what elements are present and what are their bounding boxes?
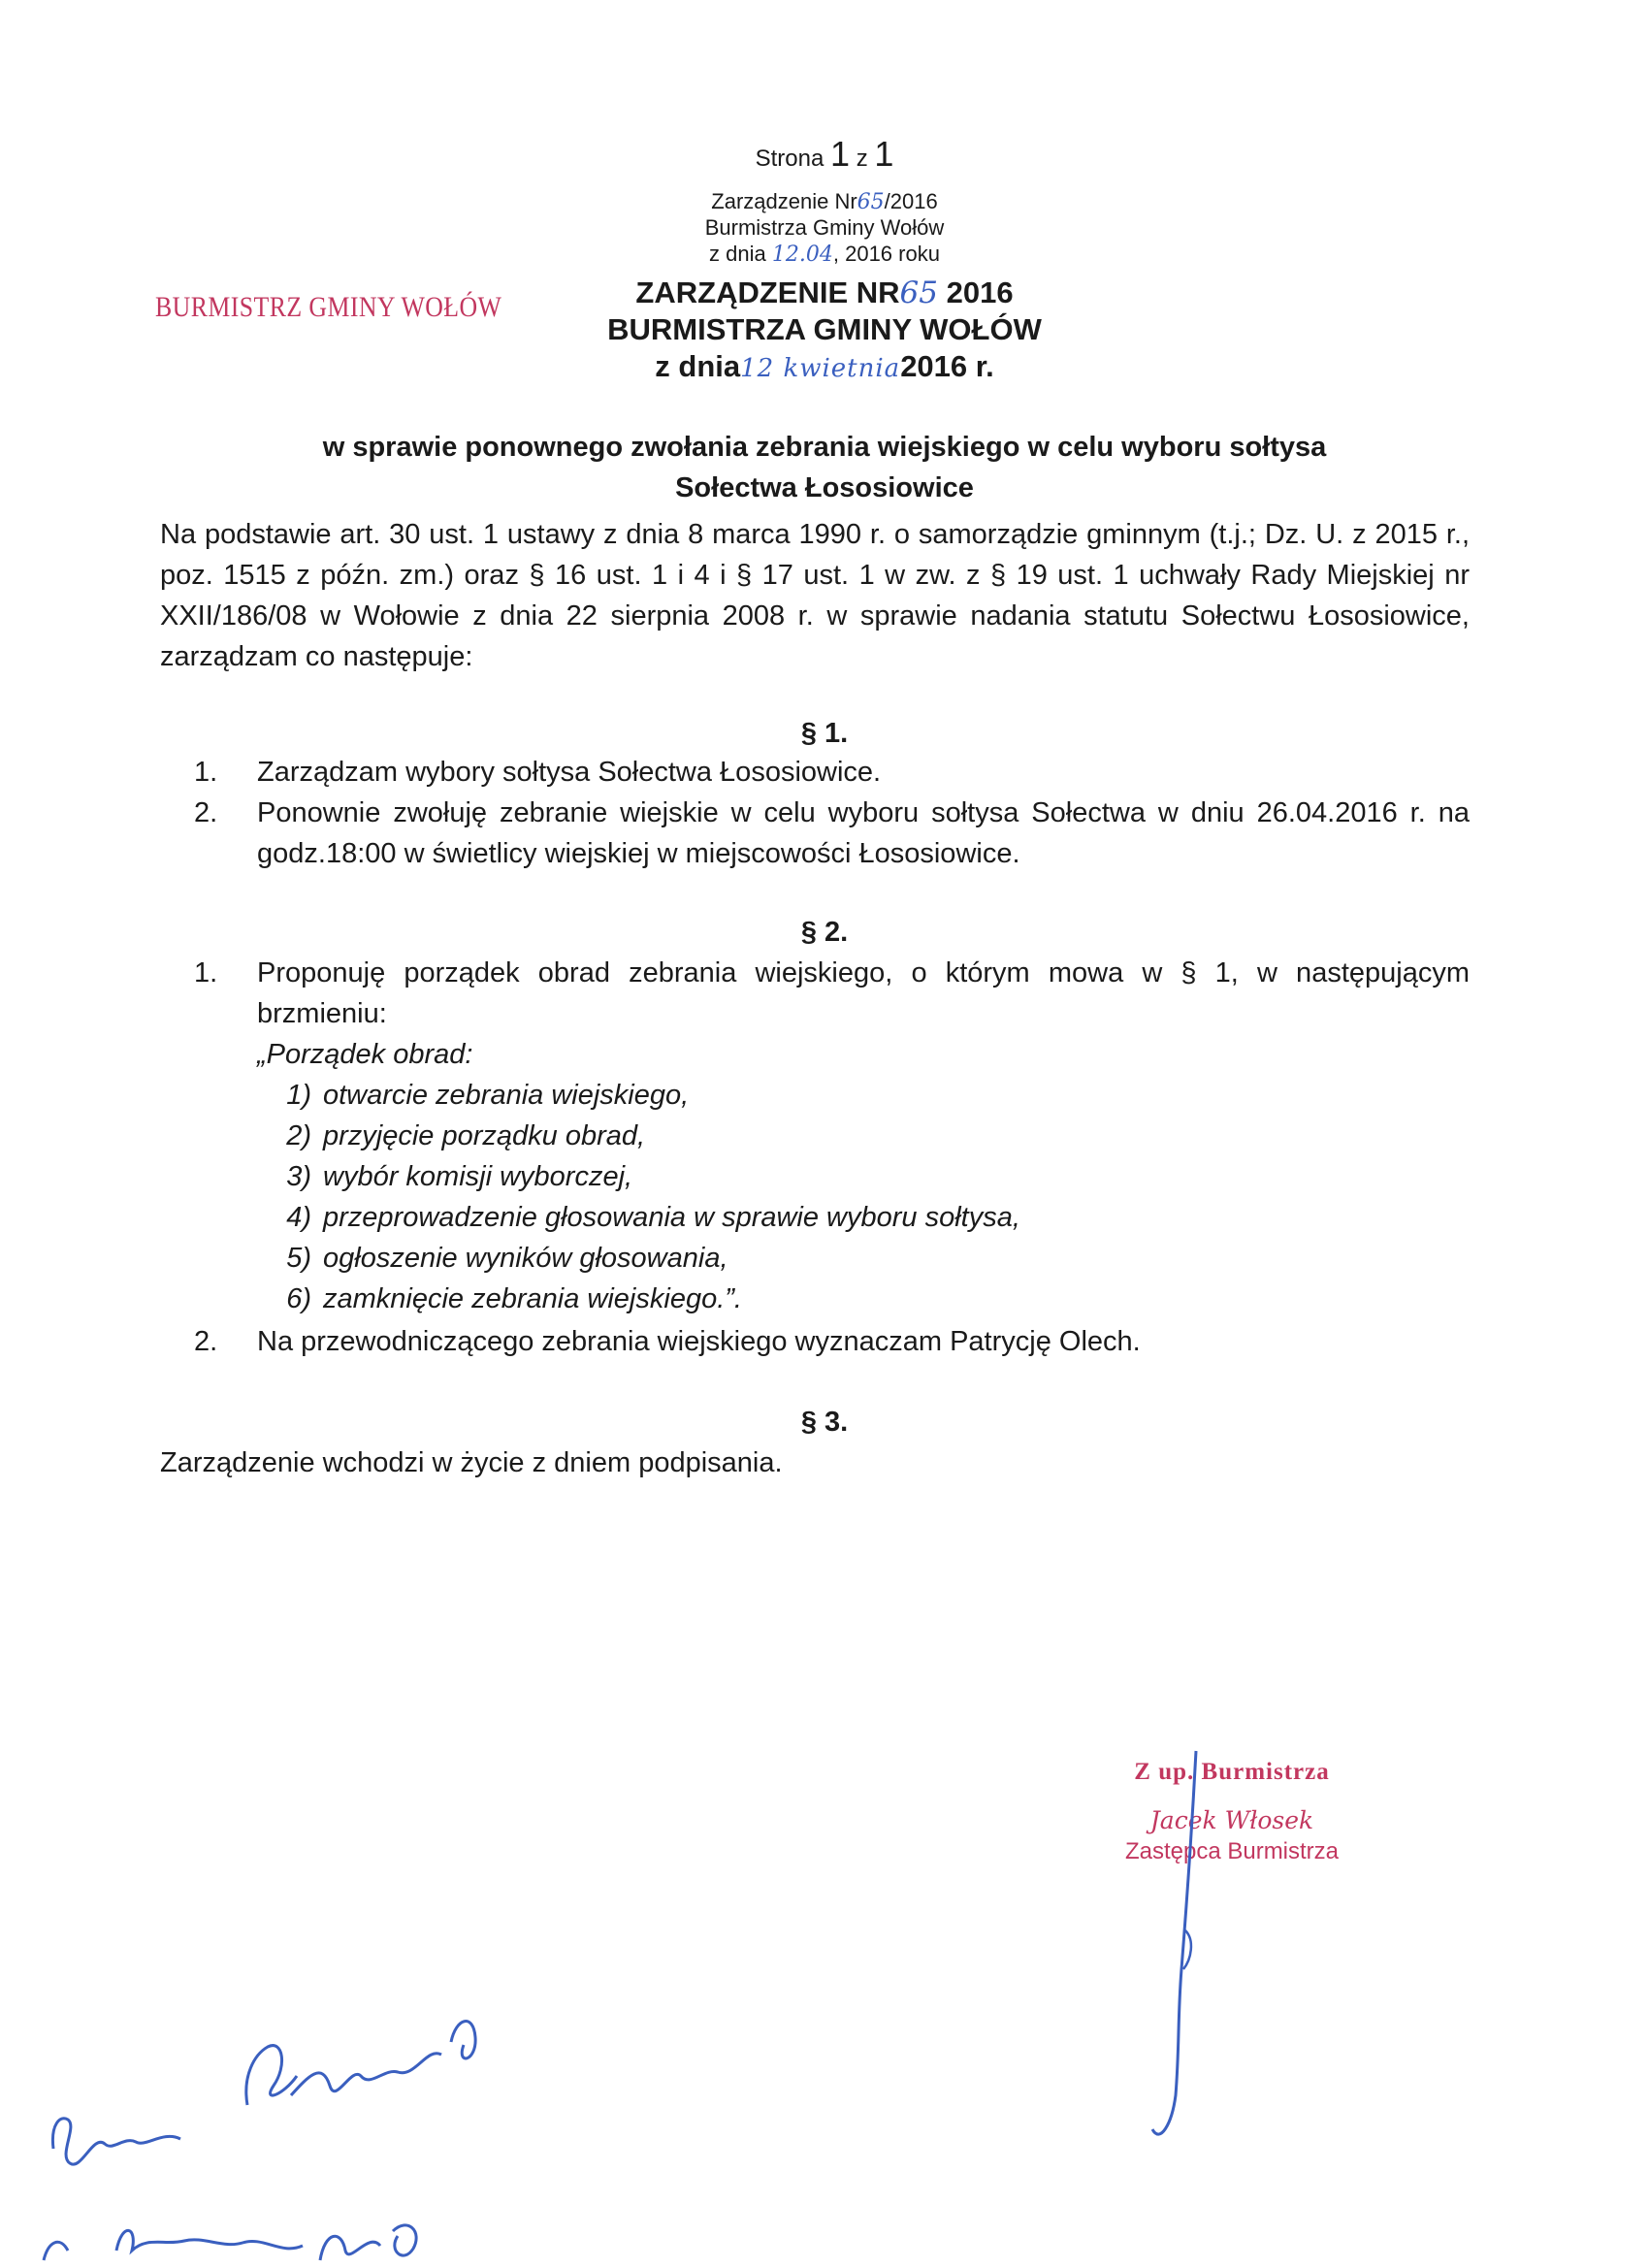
signature-stamp-name: Jacek Włosek: [1149, 1806, 1314, 1834]
header-issuer: Burmistrza Gminy Wołów: [704, 215, 945, 240]
item-number: 1.: [194, 757, 218, 788]
agenda-text: otwarcie zebrania wiejskiego,: [323, 1080, 690, 1111]
page-current: 1: [829, 134, 851, 174]
item-number: 2.: [194, 1326, 218, 1357]
item-text: Zarządzam wybory sołtysa Sołectwa Łososiowice.: [257, 757, 882, 788]
title-line2: BURMISTRZA GMINY WOŁÓW: [607, 312, 1042, 346]
page-label: Strona: [755, 146, 824, 172]
section-1-heading: § 1.: [800, 718, 849, 749]
header-ref-prefix: Zarządzenie Nr: [711, 189, 857, 213]
page-separator: z: [856, 146, 868, 172]
handwritten-date: 12.04: [771, 243, 833, 267]
agenda-title: „Porządek obrad:: [257, 1039, 473, 1070]
signature-stamp-line1: Z up. Burmistrza: [1134, 1759, 1330, 1785]
signature-stroke: [1152, 1751, 1196, 2134]
subject-line1: w sprawie ponownego zwołania zebrania wiejskiego w celu wyboru sołtysa: [322, 432, 1327, 463]
handwritten-title-date: 12 kwietnia: [740, 354, 901, 383]
agenda-text: ogłoszenie wyników głosowania,: [323, 1243, 728, 1274]
agenda-number: 5): [286, 1243, 311, 1274]
page-total: 1: [874, 134, 894, 174]
subject-line2: Sołectwa Łososiowice: [675, 472, 974, 503]
agenda-number: 2): [286, 1120, 311, 1151]
agenda-number: 1): [286, 1080, 311, 1111]
item-number: 2.: [194, 797, 218, 828]
section-2-heading: § 2.: [800, 917, 849, 948]
legal-basis-paragraph: Na podstawie art. 30 ust. 1 ustawy z dnia 8 marca 1990 r. o samorządzie gminnym (t.j.; Dz. U. z 2015 r., poz. 1515 z późn. zm.) oraz § 16 ust. 1 i 4 i § 17 ust. 1 w zw. z § 19 ust. 1 uchwały Rady Miejskiej nr XXII/186/08 w Wołowie z dnia 22 sierpnia 2008 r. w sprawie nadania statutu Sołectwu Łososiowice, zarządzam co następuje:: [160, 519, 1470, 672]
issuer-stamp: BURMISTRZ GMINY WOŁÓW: [155, 291, 502, 323]
closing-text: Zarządzenie wchodzi w życie z dniem podpisania.: [160, 1447, 783, 1478]
agenda-text: zamknięcie zebrania wiejskiego.”.: [323, 1283, 742, 1314]
handwritten-number: 65: [857, 190, 885, 214]
item-text: Ponownie zwołuję zebranie wiejskie w celu wyboru sołtysa Sołectwa w dniu 26.04.2016 r. na godz.18:00 w świetlicy wiejskiej w miejscowości Łososiowice.: [257, 797, 1470, 869]
header-date: z dnia 12.04, 2016 roku: [709, 242, 940, 267]
agenda-text: przyjęcie porządku obrad,: [323, 1120, 646, 1151]
handwritten-title-number: 65: [899, 275, 938, 310]
agenda-text: wybór komisji wyborczej,: [323, 1161, 633, 1192]
title-date-suffix: 2016 r.: [900, 349, 994, 383]
item-number: 1.: [194, 957, 218, 988]
title-date-prefix: z dnia: [655, 349, 741, 383]
header-date-prefix: z dnia: [709, 242, 766, 266]
title-prefix: ZARZĄDZENIE NR: [635, 275, 900, 309]
handwritten-scribble: [52, 2119, 180, 2164]
item-text: Na przewodniczącego zebrania wiejskiego wyznaczam Patrycję Olech.: [257, 1326, 1141, 1357]
item-text: Proponuję porządek obrad zebrania wiejskiego, o którym mowa w § 1, w następującym brzmieniu:: [257, 957, 1470, 1029]
agenda-number: 6): [286, 1283, 311, 1314]
handwritten-scribble: [44, 2225, 416, 2260]
agenda-number: 3): [286, 1161, 311, 1192]
header-ref-suffix: /2016: [884, 189, 938, 213]
handwritten-scribble: [246, 2022, 475, 2105]
header-date-suffix: 2016 roku: [845, 242, 940, 266]
agenda-text: przeprowadzenie głosowania w sprawie wyboru sołtysa,: [323, 1202, 1020, 1233]
agenda-number: 4): [286, 1202, 311, 1233]
signature-stamp-title: Zastępca Burmistrza: [1124, 1838, 1340, 1864]
title-year: 2016: [946, 275, 1014, 309]
section-3-heading: § 3.: [800, 1407, 849, 1438]
